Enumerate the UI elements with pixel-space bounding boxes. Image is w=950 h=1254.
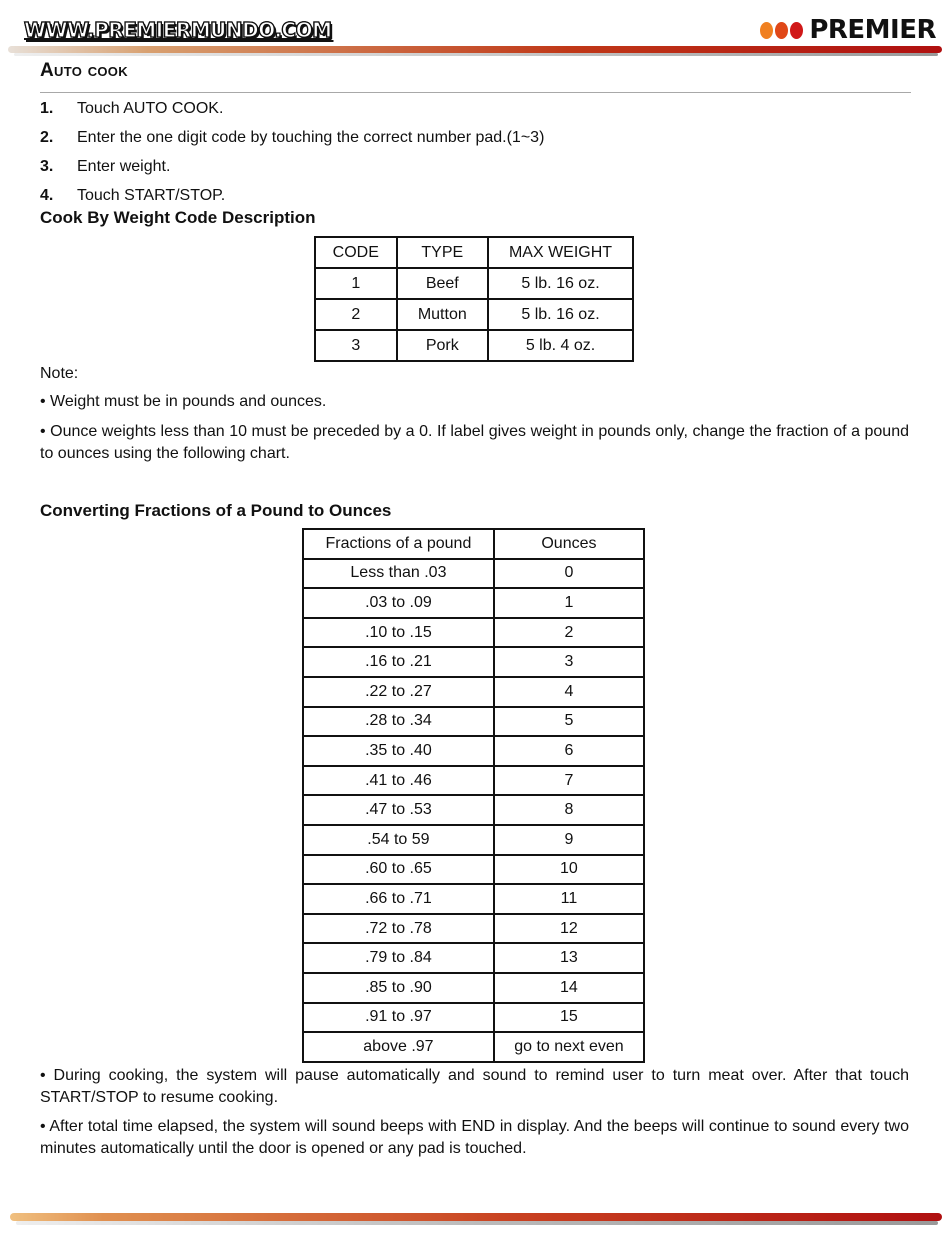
step-number: 1. bbox=[40, 99, 54, 117]
step-number: 4. bbox=[40, 186, 54, 204]
table-cell: .47 to .53 bbox=[303, 795, 494, 825]
code-table-title: Cook By Weight Code Description bbox=[40, 208, 316, 227]
table-cell: 14 bbox=[494, 973, 644, 1003]
header-divider-shadow bbox=[14, 53, 938, 56]
table-cell: Mutton bbox=[397, 299, 488, 330]
table-cell: Beef bbox=[397, 268, 488, 299]
header-divider bbox=[8, 46, 942, 53]
table-cell: 3 bbox=[315, 330, 397, 361]
step-item bbox=[40, 152, 910, 181]
table-cell: .91 to .97 bbox=[303, 1003, 494, 1033]
table-header: MAX WEIGHT bbox=[488, 237, 633, 268]
brand-name: PREMIER bbox=[809, 15, 936, 45]
table-cell: 5 lb. 16 oz. bbox=[488, 268, 633, 299]
step-text: Touch START/STOP. bbox=[77, 186, 226, 204]
table-row bbox=[303, 559, 644, 589]
step-item bbox=[40, 94, 910, 123]
table-cell: .72 to .78 bbox=[303, 914, 494, 944]
step-text: Enter weight. bbox=[77, 157, 171, 175]
table-cell: 8 bbox=[494, 795, 644, 825]
table-row bbox=[303, 884, 644, 914]
table-cell: 15 bbox=[494, 1003, 644, 1033]
step-number: 2. bbox=[40, 128, 54, 146]
table-row bbox=[315, 330, 633, 361]
table-row bbox=[303, 1032, 644, 1062]
table-row bbox=[303, 1003, 644, 1033]
cooking-note: • After total time elapsed, the system will sound beeps with END in display. And the beeps will continue to sound every two minutes automatically until the door is opened or any pad is touched. bbox=[40, 1118, 909, 1157]
table-cell: 2 bbox=[494, 618, 644, 648]
step-text: Touch AUTO COOK. bbox=[77, 99, 224, 117]
table-cell: 5 lb. 16 oz. bbox=[488, 299, 633, 330]
table-cell: 4 bbox=[494, 677, 644, 707]
table-cell: 7 bbox=[494, 766, 644, 796]
table-cell: .03 to .09 bbox=[303, 588, 494, 618]
section-title: Auto cook bbox=[40, 60, 128, 81]
table-header: CODE bbox=[315, 237, 397, 268]
table-header-row bbox=[303, 529, 644, 559]
table-row bbox=[303, 588, 644, 618]
conversion-table bbox=[302, 528, 645, 1063]
step-number: 3. bbox=[40, 157, 54, 175]
table-cell: .35 to .40 bbox=[303, 736, 494, 766]
cooking-note: • During cooking, the system will pause automatically and sound to remind user to turn meat over. After that touch START/STOP to resume cooking. bbox=[40, 1067, 909, 1106]
table-cell: .60 to .65 bbox=[303, 855, 494, 885]
table-cell: .16 to .21 bbox=[303, 647, 494, 677]
table-cell: .66 to .71 bbox=[303, 884, 494, 914]
table-cell: go to next even bbox=[494, 1032, 644, 1062]
table-row bbox=[303, 707, 644, 737]
code-table bbox=[314, 236, 634, 362]
table-row bbox=[303, 736, 644, 766]
table-cell: above .97 bbox=[303, 1032, 494, 1062]
step-item bbox=[40, 181, 910, 210]
table-cell: .54 to 59 bbox=[303, 825, 494, 855]
table-cell: 5 bbox=[494, 707, 644, 737]
table-row bbox=[303, 855, 644, 885]
step-text: Enter the one digit code by touching the correct number pad.(1~3) bbox=[77, 128, 545, 146]
table-row bbox=[315, 268, 633, 299]
table-cell: .79 to .84 bbox=[303, 943, 494, 973]
brand-logo bbox=[760, 15, 936, 45]
table-row bbox=[303, 677, 644, 707]
footer-divider-shadow bbox=[16, 1221, 938, 1225]
step-item bbox=[40, 123, 910, 152]
table-cell: .28 to .34 bbox=[303, 707, 494, 737]
footer-divider bbox=[10, 1213, 942, 1221]
table-cell: .10 to .15 bbox=[303, 618, 494, 648]
table-row bbox=[303, 825, 644, 855]
note-label: Note: bbox=[40, 365, 79, 382]
table-header: TYPE bbox=[397, 237, 488, 268]
table-row bbox=[315, 299, 633, 330]
steps-list bbox=[40, 94, 910, 210]
table-row bbox=[303, 647, 644, 677]
table-cell: 11 bbox=[494, 884, 644, 914]
table-row bbox=[303, 795, 644, 825]
note-bullet: • Weight must be in pounds and ounces. bbox=[40, 393, 327, 410]
brand-dots-icon bbox=[760, 22, 803, 39]
table-row bbox=[303, 973, 644, 1003]
table-cell: Less than .03 bbox=[303, 559, 494, 589]
table-row bbox=[303, 618, 644, 648]
table-header: Ounces bbox=[494, 529, 644, 559]
table-row bbox=[303, 914, 644, 944]
table-cell: .85 to .90 bbox=[303, 973, 494, 1003]
table-cell: 9 bbox=[494, 825, 644, 855]
table-cell: 12 bbox=[494, 914, 644, 944]
note-bullet: • Ounce weights less than 10 must be preceded by a 0. If label gives weight in pounds only, change the fraction of a pound to ounces using the following chart. bbox=[40, 423, 909, 462]
table-row bbox=[303, 766, 644, 796]
table-header-row bbox=[315, 237, 633, 268]
table-cell: Pork bbox=[397, 330, 488, 361]
table-cell: 3 bbox=[494, 647, 644, 677]
table-cell: 10 bbox=[494, 855, 644, 885]
table-header: Fractions of a pound bbox=[303, 529, 494, 559]
table-row bbox=[303, 943, 644, 973]
table-cell: 0 bbox=[494, 559, 644, 589]
table-cell: 2 bbox=[315, 299, 397, 330]
table-cell: .22 to .27 bbox=[303, 677, 494, 707]
conversion-table-title: Converting Fractions of a Pound to Ounces bbox=[40, 501, 392, 520]
table-cell: 1 bbox=[315, 268, 397, 299]
site-url: WWW.PREMIERMUNDO.COM bbox=[24, 18, 332, 42]
page-header bbox=[0, 0, 950, 60]
table-cell: 13 bbox=[494, 943, 644, 973]
table-cell: 6 bbox=[494, 736, 644, 766]
title-rule bbox=[40, 92, 911, 93]
table-cell: .41 to .46 bbox=[303, 766, 494, 796]
table-cell: 1 bbox=[494, 588, 644, 618]
table-cell: 5 lb. 4 oz. bbox=[488, 330, 633, 361]
